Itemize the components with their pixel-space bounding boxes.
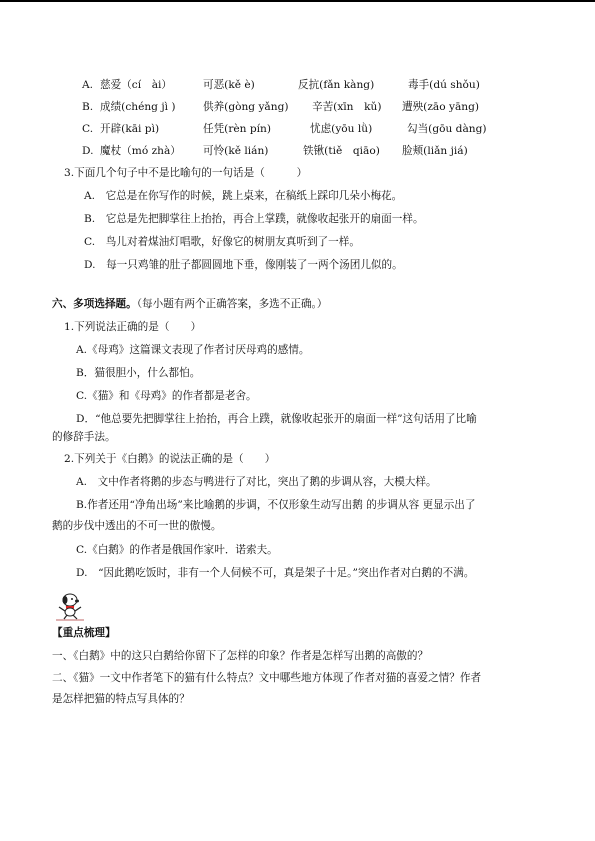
key-points-q1: 一、《白鹅》中的这只白鹅给你留下了怎样的印象？作者是怎样写出鹅的高傲的？ [52, 650, 429, 662]
option-word: 反抗(fǎn kàng) [298, 79, 375, 91]
key-points-q2-line1: 二、《猫》一文中作者笔下的猫有什么特点？文中哪些地方体现了作者对猫的喜爱之情？作者 [52, 672, 482, 684]
q3-option-a: A. 它总是在你写作的时候，跳上桌来，在稿纸上踩印几朵小梅花。 [84, 190, 403, 202]
s6-q1-option-d-cont: 的修辞手法。 [52, 431, 116, 443]
option-word: 铁锹(tiě qiāo) [303, 145, 380, 157]
option-word: 魔杖（mó zhà） [100, 145, 181, 157]
q3-stem: 3.下面几个句子中不是比喻句的一句话是（ ） [64, 167, 308, 179]
s6-q2-option-a: A. 文中作者将鹅的步态与鸭进行了对比，突出了鹅的步调从容，大模大样。 [76, 476, 437, 488]
q3-option-d: D. 每一只鸡雏的肚子都圆圆地下垂，像刚装了一两个汤团儿似的。 [84, 259, 403, 271]
s6-q1-stem: 1.下列说法正确的是（ ） [64, 321, 202, 333]
section6-note: （每小题有两个正确答案，多选不正确。） [136, 298, 328, 310]
option-letter: D. [82, 145, 94, 157]
option-word: 辛苦(xīn kǔ) [312, 101, 382, 113]
option-word: 任凭(rèn pín) [203, 123, 271, 135]
top-rule [0, 0, 595, 2]
s6-q1-option-b: B．猫很胆小，什么都怕。 [76, 367, 201, 379]
key-points-heading: 【重点梳理】 [52, 627, 116, 639]
q3-option-b: B. 它总是先把脚掌往上抬抬，再合上掌蹼，就像收起张开的扇面一样。 [84, 213, 424, 225]
section6-title: 六、多项选择题。 [52, 298, 137, 310]
option-word: 成绩(chéng jì ) [100, 101, 176, 113]
cartoon-dog-icon [52, 591, 88, 621]
s6-q1-option-c: C.《猫》和《母鸡》的作者都是老舍。 [76, 390, 257, 402]
section6-heading [52, 297, 327, 311]
option-word: 慈爱（cí ài） [100, 79, 172, 91]
key-points-q2-line2: 是怎样把猫的特点写具体的？ [52, 693, 190, 705]
s6-q2-option-b-cont: 鹅的步伐中透出的不可一世的傲慢。 [52, 520, 222, 532]
option-word: 可恶(kě è) [203, 79, 255, 91]
option-word: 可怜(kě lián) [203, 145, 269, 157]
option-word: 勾当(gōu dàng) [407, 123, 487, 135]
option-letter: B. [82, 101, 94, 113]
s6-q1-option-a: A.《母鸡》这篇课文表现了作者讨厌母鸡的感情。 [76, 344, 310, 356]
s6-q2-stem: 2.下列关于《白鹅》的说法正确的是（ ） [64, 453, 276, 465]
option-word: 脸颊(liǎn jiá) [402, 145, 468, 157]
option-word: 开辟(kāi pì) [100, 123, 160, 135]
option-word: 遭殃(zāo yāng) [402, 101, 480, 113]
option-letter: A. [82, 79, 94, 91]
option-word: 供养(gòng yǎng) [203, 101, 289, 113]
s6-q2-option-d: D. “因此鹅吃饭时，非有一个人伺候不可，真是架子十足。”突出作者对白鹅的不满。 [76, 567, 475, 579]
option-word: 毒手(dú shǒu) [408, 79, 480, 91]
option-letter: C. [82, 123, 94, 135]
s6-q2-option-c: C.《白鹅》的作者是俄国作家叶．诺索夫。 [76, 544, 278, 556]
s6-q2-option-b: B.作者还用“净角出场”来比喻鹅的步调，不仅形象生动写出鹅 的步调从容 更显示出了 [76, 499, 476, 511]
s6-q1-option-d: D．“他总要先把脚掌往上抬抬，再合上蹼，就像收起张开的扇面一样”这句话用了比喻 [76, 413, 477, 425]
option-word: 忧虑(yōu lǜ) [310, 123, 373, 135]
q3-option-c: C. 鸟儿对着煤油灯唱歌，好像它的树朋友真听到了一样。 [84, 236, 360, 248]
